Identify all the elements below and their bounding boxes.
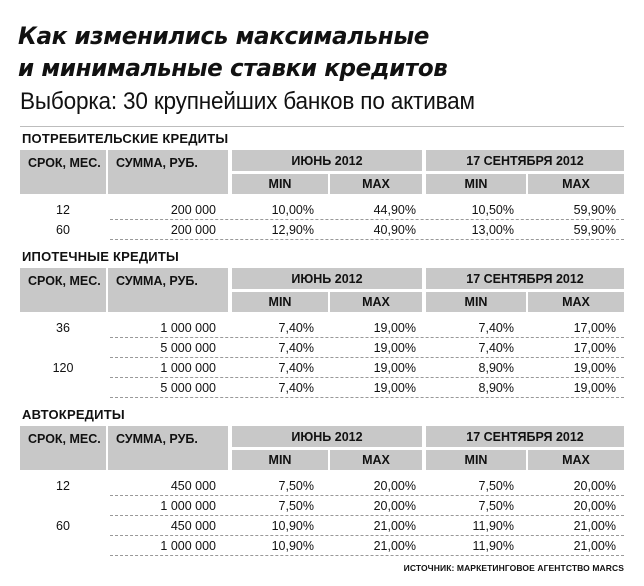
table-row — [20, 496, 624, 516]
june-2012-header: ИЮНЬ 2012 — [232, 426, 422, 447]
june-max-header: MAX — [330, 292, 422, 312]
sept-min-value: 10,50% — [471, 203, 514, 217]
sept-2012-header: 17 СЕНТЯБРЯ 2012 — [426, 426, 624, 447]
june-max-value: 19,00% — [373, 381, 416, 395]
june-max-value: 21,00% — [373, 519, 416, 533]
term-header: СРОК, МЕС. — [20, 150, 106, 194]
term-value — [20, 378, 106, 398]
title-divider — [20, 126, 624, 127]
june-min-value: 7,50% — [278, 499, 314, 513]
sept-max-header: MAX — [528, 174, 624, 194]
sept-min-value: 13,00% — [471, 223, 514, 237]
term-value: 36 — [56, 321, 70, 335]
june-min-value: 7,40% — [278, 321, 314, 335]
term-value: 60 — [56, 519, 70, 533]
june-max-value: 19,00% — [373, 321, 416, 335]
term-value: 12 — [56, 203, 70, 217]
subtitle: Выборка: 30 крупнейших банков по активам — [20, 88, 475, 115]
term-value — [20, 496, 106, 516]
table-row — [20, 358, 624, 378]
amount-header: СУММА, РУБ. — [108, 268, 228, 312]
title-line-2: и минимальные ставки кредитов — [18, 54, 448, 82]
sept-max-header: MAX — [528, 292, 624, 312]
amount-value: 5 000 000 — [160, 381, 216, 395]
june-min-header: MIN — [232, 174, 328, 194]
sept-2012-header: 17 СЕНТЯБРЯ 2012 — [426, 268, 624, 289]
sept-2012-header: 17 СЕНТЯБРЯ 2012 — [426, 150, 624, 171]
section-0 — [20, 128, 624, 240]
june-min-header: MIN — [232, 450, 328, 470]
sept-min-value: 7,50% — [478, 499, 514, 513]
sept-min-header: MIN — [426, 174, 526, 194]
sept-max-value: 17,00% — [573, 321, 616, 335]
sept-max-value: 21,00% — [573, 519, 616, 533]
sept-min-header: MIN — [426, 450, 526, 470]
june-min-value: 10,90% — [271, 539, 314, 553]
row-divider — [110, 555, 624, 556]
sept-min-value: 7,40% — [478, 321, 514, 335]
june-max-value: 20,00% — [373, 479, 416, 493]
amount-value: 1 000 000 — [160, 539, 216, 553]
amount-value: 5 000 000 — [160, 341, 216, 355]
amount-value: 200 000 — [170, 203, 216, 217]
table-row — [20, 476, 624, 496]
june-min-value: 7,40% — [278, 381, 314, 395]
sept-max-value: 19,00% — [573, 361, 616, 375]
sept-max-value: 59,90% — [573, 223, 616, 237]
rates-table — [20, 150, 624, 240]
june-min-value: 7,40% — [278, 341, 314, 355]
term-value: 12 — [56, 479, 70, 493]
sept-min-value: 8,90% — [478, 381, 514, 395]
table-row — [20, 516, 624, 536]
term-value: 60 — [56, 223, 70, 237]
row-divider — [110, 239, 624, 240]
sept-max-value: 20,00% — [573, 479, 616, 493]
sept-max-header: MAX — [528, 450, 624, 470]
amount-header: СУММА, РУБ. — [108, 150, 228, 194]
amount-value: 1 000 000 — [160, 361, 216, 375]
sept-max-value: 20,00% — [573, 499, 616, 513]
sept-min-value: 11,90% — [472, 539, 514, 553]
table-row — [20, 338, 624, 358]
sept-min-header: MIN — [426, 292, 526, 312]
sept-max-value: 19,00% — [573, 381, 616, 395]
june-2012-header: ИЮНЬ 2012 — [232, 268, 422, 289]
section-title: ИПОТЕЧНЫЕ КРЕДИТЫ — [22, 249, 179, 264]
rates-table — [20, 268, 624, 398]
table-row — [20, 318, 624, 338]
term-header: СРОК, МЕС. — [20, 426, 106, 470]
table-row — [20, 378, 624, 398]
row-divider — [110, 397, 624, 398]
june-2012-header: ИЮНЬ 2012 — [232, 150, 422, 171]
source-note: ИСТОЧНИК: МАРКЕТИНГОВОЕ АГЕНТСТВО MARCS — [403, 563, 624, 573]
amount-value: 450 000 — [170, 519, 216, 533]
sept-max-value: 17,00% — [573, 341, 616, 355]
sept-min-value: 8,90% — [478, 361, 514, 375]
june-min-value: 10,00% — [271, 203, 314, 217]
june-min-value: 10,90% — [271, 519, 314, 533]
sept-max-value: 59,90% — [573, 203, 616, 217]
section-2 — [20, 404, 624, 556]
june-max-value: 44,90% — [373, 203, 416, 217]
term-value: 120 — [52, 361, 74, 375]
june-min-value: 7,50% — [278, 479, 314, 493]
june-min-header: MIN — [232, 292, 328, 312]
sept-min-value: 7,50% — [478, 479, 514, 493]
section-title: АВТОКРЕДИТЫ — [22, 407, 125, 422]
section-title: ПОТРЕБИТЕЛЬСКИЕ КРЕДИТЫ — [22, 131, 229, 146]
june-max-header: MAX — [330, 450, 422, 470]
sept-min-value: 7,40% — [478, 341, 514, 355]
section-1 — [20, 246, 624, 398]
term-header: СРОК, МЕС. — [20, 268, 106, 312]
table-row — [20, 536, 624, 556]
june-max-header: MAX — [330, 174, 422, 194]
term-value — [20, 338, 106, 358]
amount-value: 1 000 000 — [160, 499, 216, 513]
june-max-value: 40,90% — [373, 223, 416, 237]
june-min-value: 7,40% — [278, 361, 314, 375]
june-max-value: 20,00% — [373, 499, 416, 513]
table-row — [20, 200, 624, 220]
sept-min-value: 11,90% — [472, 519, 514, 533]
title-line-1: Как изменились максимальные — [18, 22, 430, 50]
table-row — [20, 220, 624, 240]
june-min-value: 12,90% — [271, 223, 314, 237]
amount-value: 1 000 000 — [160, 321, 216, 335]
june-max-value: 19,00% — [373, 361, 416, 375]
sept-max-value: 21,00% — [573, 539, 616, 553]
rates-table — [20, 426, 624, 556]
amount-value: 200 000 — [170, 223, 216, 237]
amount-header: СУММА, РУБ. — [108, 426, 228, 470]
june-max-value: 19,00% — [373, 341, 416, 355]
term-value — [20, 536, 106, 556]
june-max-value: 21,00% — [373, 539, 416, 553]
amount-value: 450 000 — [170, 479, 216, 493]
